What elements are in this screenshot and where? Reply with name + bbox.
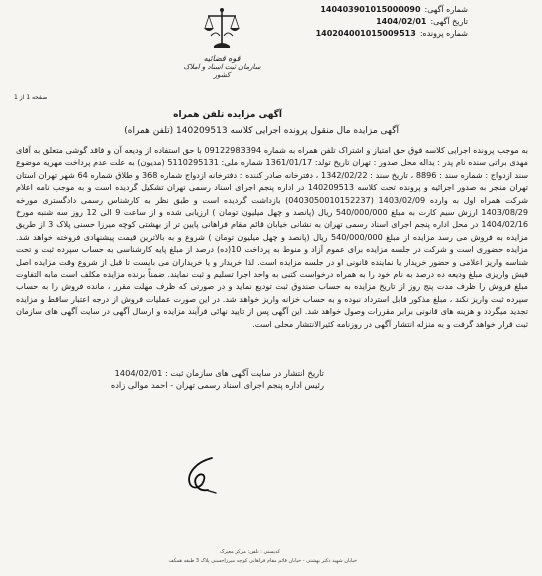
notice-body [16, 144, 528, 330]
notice-closing [111, 367, 324, 391]
publish-date-line: تاریخ انتشار در سایت آگهی های سازمان ثبت : 1404/02/01 [114, 368, 324, 378]
ad-number-label: شماره آگهی: [424, 5, 468, 14]
file-number: 140204001015009513 [315, 29, 416, 38]
file-number-label: شماره پرونده: [419, 29, 468, 38]
ad-date-label: تاریخ آگهی: [430, 17, 468, 26]
notice-subtitle: آگهی مزایده مال منقول پرونده اجرایی کلاسه 140209513 (تلفن همراه) [124, 126, 399, 136]
ad-number: 140403901015000090 [320, 5, 421, 14]
organization-name: سازمان ثبت اسناد و املاک کشور [183, 63, 261, 79]
signer-line: رئیس اداره پنجم اجرای اسناد رسمی تهران - احمد موالی زاده [110, 380, 324, 390]
header-meta [268, 4, 468, 40]
ad-date: 1404/02/01 [376, 17, 427, 26]
footer-address: خیابان شهید دکتر بهشتی - خیابان قائم مقام فراهانی کوچه میرزاحسنی پلاک 3 طبقه همکف [168, 558, 357, 564]
notice-title: آگهی مزایده تلفن همراه [173, 110, 282, 120]
judiciary-emblem [178, 6, 266, 79]
footer-contact: کدپستی : تلفن: مرکز معیرک [219, 549, 280, 555]
ad-number-row [268, 4, 468, 16]
signature-icon [176, 452, 222, 496]
scales-of-justice-icon [202, 6, 242, 52]
ad-date-row [268, 16, 468, 28]
file-number-row [268, 28, 468, 40]
notice-body-paragraph: به موجب پرونده اجرایی کلاسه فوق حق امتیاز و اشتراک تلفن همراه به شماره 09122983394 با حق استفاده از ودیعه آن و فاقد گوشی متعلق به آقای مهدی براتی سنده نام پدر : یداله محل صدور : تهران تاریخ تولد: 1361/01/17 شماره ملی: 5110295131 (مدیون) به علت عدم پرداخت مهریه موضوع سند ازدواج : شماره سند : 8896 ، تاریخ سند : 1342/02/22 ، دفترخانه صادر کننده : دفترخانه ازدواج شماره 368 و طلاق شماره 64 شهر تهران استان تهران منجر به صدور اجرائیه و پرونده تحت کلاسه 140209513 در اداره پنجم اجرای اسناد رسمی تهران تشکیل گردیده است و به موجب نامه اعلام شرکت همراه اول به وارده 1403/02/09 (0403050010152237) بازداشت گردیده است و طبق نظر به کارشناس رسمی دادگستری مورخه 1403/08/29 ارزش سیم کارت به مبلغ 540/000/000 ریال (پانصد و چهل میلیون تومان ) ارزیابی شده و از ساعت 9 الی 12 روز سه شنبه مورخ 1404/02/16 در محل اداره پنجم اجرای اسناد رسمی تهران به نشانی خیابان قائم مقام فراهانی پایین تر از بهشتی کوچه میرزا حسنی پلاک 3 از طریق مزایده به فروش می رسد مزایده از مبلغ 540/000/000 ریال (پانصد و چهل میلیون تومان ) شروع و به بالاترین قیمت پیشنهادی فروخته خواهد شد. مزایده حضوری است و شرکت در جلسه مزایده برای عموم آزاد و منوط به پرداخت 10(ده) درصد از مبلغ پایه کارشناسی به حساب سپرده ثبت و تحت شناسه واریز اعلامی و حضور خریدار یا نماینده قانونی او در جلسه مزایده است. لذا خریدار و یا خریداران می بایست تا قبل از شروع وقت مزایده اصل فیش واریزی مبلغ ودیعه ده درصد به نام خود را به همراه درخواست کتبی به واحد اجرا تسلیم و ثبت نمایند. ضمناً برنده مزایده مکلف است مابه التفاوت مبلغ فروش را ظرف مدت پنج روز از تاریخ مزایده به حساب صندوق ثبت تودیع نماید و در صورتی که ظرف مهلت مقرر ، مانده فروش را به حساب سپرده ثبت واریز نکند ، مبلغ مذکور قابل استرداد نبوده و به حساب خزانه واریز خواهد شد. در این صورت عملیات فروش از درجه اعتبار ساقط و مزایده تجدید میگردد و هزینه های قانونی برابر مقررات وصول خواهد شد. این آگهی پس از تایید نهائی فرآیند مزایده و ارسال آگهی در سایت آگهی های سازمان ثبت قرار خواهد گرفت و به منزله انتشار آگهی در روزنامه کثیرالانتشار محلی است. [16, 145, 529, 329]
page-count: صفحه 1 از 1 [14, 94, 48, 101]
judiciary-name: قوه قضائیه [203, 54, 241, 63]
